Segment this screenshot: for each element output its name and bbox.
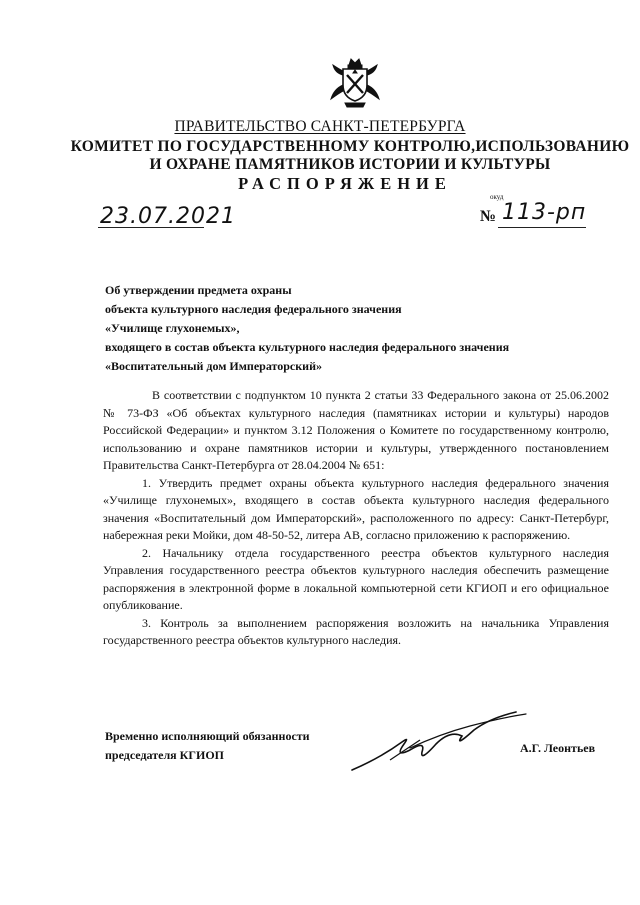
- coat-of-arms-icon: [327, 55, 383, 111]
- date-underline: [98, 227, 204, 228]
- subject-line: Об утверждении предмета охраны: [105, 283, 292, 297]
- document-date: 23.07.2021: [100, 204, 236, 229]
- signatory-title: [105, 727, 310, 765]
- number-underline: [498, 227, 586, 228]
- subject-line: объекта культурного наследия федерального значения: [105, 302, 402, 316]
- document-number: 113-рп: [502, 200, 587, 225]
- committee-title-line-1: КОМИТЕТ ПО ГОСУДАРСТВЕННОМУ КОНТРОЛЮ,ИСПОЛЬЗОВАНИЮ: [70, 138, 630, 155]
- signer-name: А.Г. Леонтьев: [520, 741, 596, 755]
- okud-label: окуд: [490, 193, 504, 201]
- body-intro: В соответствии с подпунктом 10 пункта 2 статьи 33 Федерального закона от 25.06.2002 № 73-ФЗ «Об объектах культурного наследия (памятниках истории и культуры) народов Российской Федерации» и пунктом 3.12 Положения о Комитете по государственному контролю, использованию и охране памятников истории и культуры, утвержденного постановлением Правительства Санкт-Петербурга от 28.04.2004 № 651:: [103, 388, 609, 472]
- handwritten-signature: [350, 700, 530, 780]
- subject-line: входящего в состав объекта культурного наследия федерального значения: [105, 340, 510, 354]
- document-subject: [105, 281, 605, 376]
- number-label: №: [480, 208, 497, 225]
- signatory-title-line-1: Временно исполняющий обязанности: [105, 729, 310, 743]
- body-item-3: 3. Контроль за выполнением распоряжения возложить на начальника Управления государственного реестра объектов культурного наследия.: [103, 615, 609, 647]
- subject-line: «Училище глухонемых»,: [105, 321, 240, 335]
- document-type: РАСПОРЯЖЕНИЕ: [238, 174, 452, 193]
- signatory-title-line-2: председателя КГИОП: [105, 748, 225, 762]
- document-body: [103, 387, 609, 650]
- body-item-2: 2. Начальнику отдела государственного реестра объектов культурного наследия Управления государственного реестра объектов культурного наследия обеспечить размещение распоряжения в электронной форме в локальной компьютерной сети КГИОП и его официальное опубликование.: [103, 545, 609, 612]
- subject-line: «Воспитательный дом Императорский»: [105, 359, 322, 373]
- committee-title-line-2: И ОХРАНЕ ПАМЯТНИКОВ ИСТОРИИ И КУЛЬТУРЫ: [149, 156, 551, 173]
- committee-title: [60, 138, 640, 174]
- government-title: ПРАВИТЕЛЬСТВО САНКТ-ПЕТЕРБУРГА: [174, 118, 466, 135]
- body-item-1: 1. Утвердить предмет охраны объекта культурного наследия федерального значения «Училище глухонемых», входящего в состав объекта культурного наследия федерального значения «Воспитательный дом Императорский», расположенного по адресу: Санкт-Петербург, набережная реки Мойки, дом 48-50-52, литера АВ, согласно приложению к распоряжению.: [103, 475, 609, 542]
